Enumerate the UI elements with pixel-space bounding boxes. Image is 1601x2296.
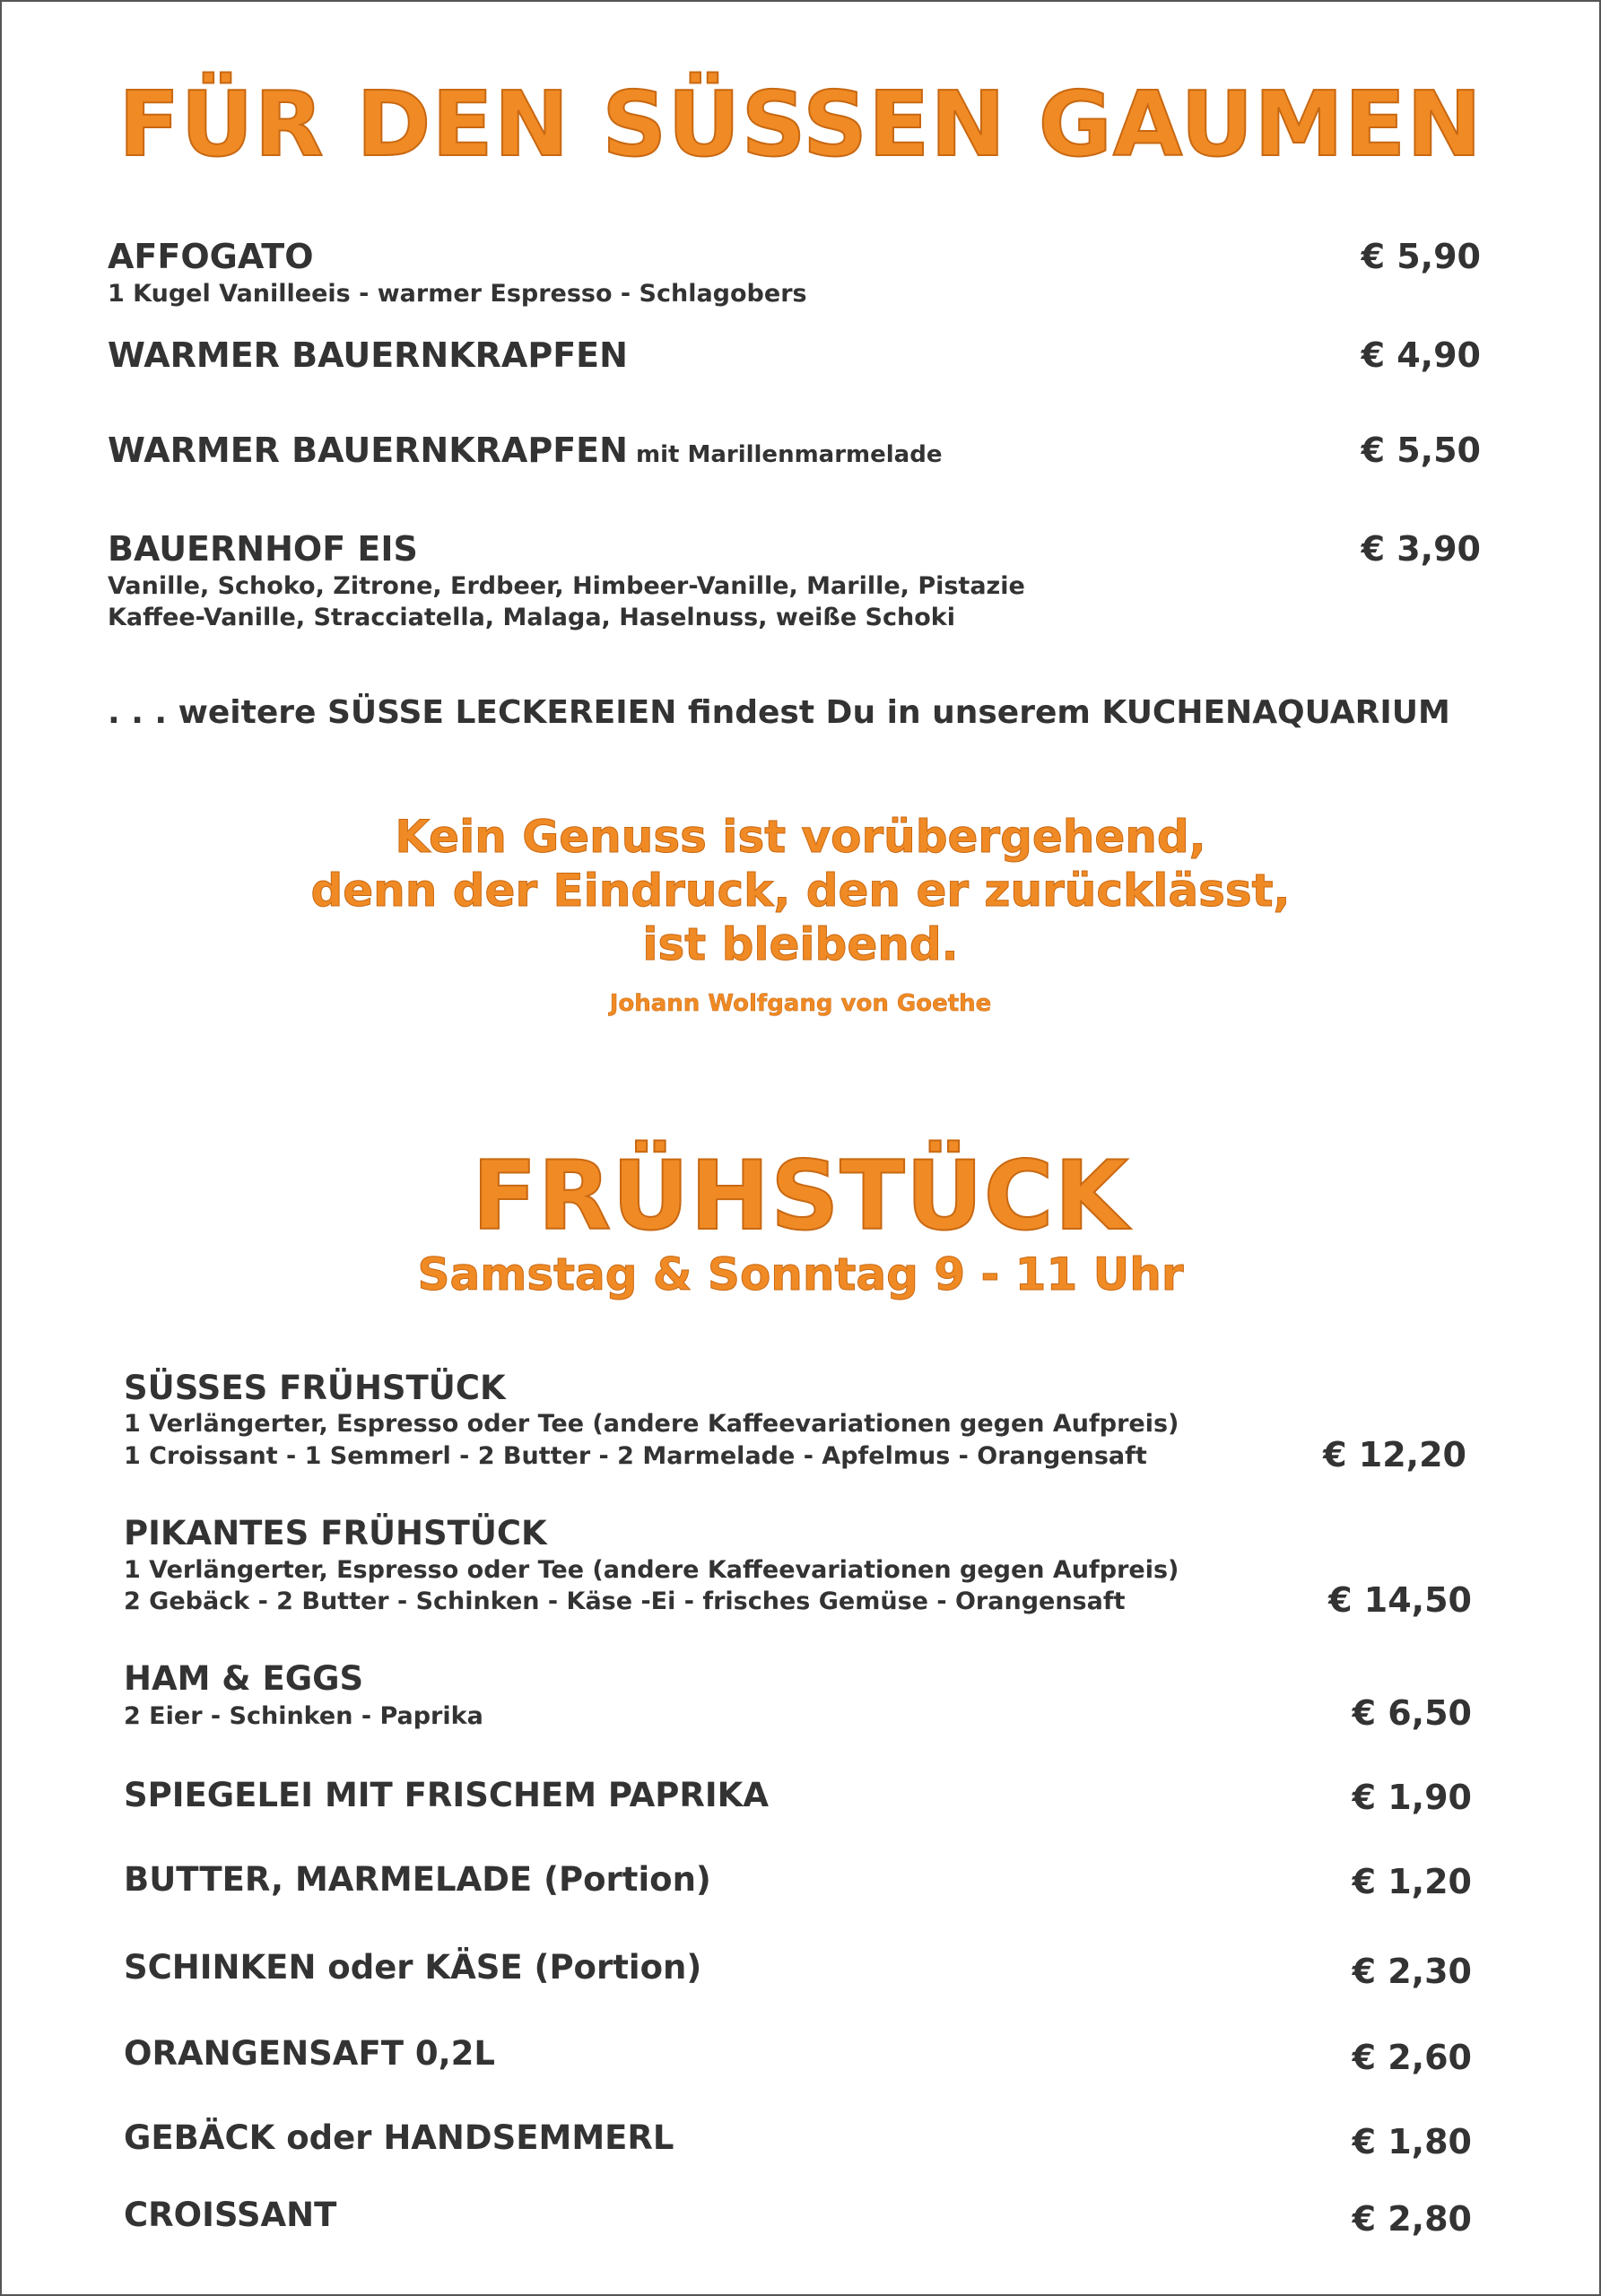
menu-item-name: SÜSSES FRÜHSTÜCK — [124, 1369, 506, 1407]
menu-item-description: Kaffee-Vanille, Stracciatella, Malaga, Haselnuss, weiße Schoki — [108, 604, 955, 631]
menu-item-name: GEBÄCK oder HANDSEMMERL — [124, 2118, 674, 2157]
menu-item-name: BAUERNHOF EIS — [108, 529, 418, 569]
menu-item-name: ORANGENSAFT 0,2L — [124, 2034, 495, 2073]
menu-item-price: € 2,60 — [1352, 2038, 1472, 2077]
menu-item-name: SCHINKEN oder KÄSE (Portion) — [124, 1948, 702, 1987]
sweet-section-title: FÜR DEN SÜSSEN GAUMEN — [118, 72, 1483, 177]
menu-item-name-main: WARMER BAUERNKRAPFEN — [108, 430, 628, 470]
menu-item-description: Vanille, Schoko, Zitrone, Erdbeer, Himbeer-Vanille, Marille, Pistazie — [108, 572, 1025, 600]
menu-item-price: € 12,20 — [1323, 1435, 1466, 1474]
menu-item-description: 1 Kugel Vanilleeis - warmer Espresso - Schlagobers — [108, 280, 807, 308]
menu-item-name: BUTTER, MARMELADE (Portion) — [124, 1860, 711, 1899]
quote-line: denn der Eindruck, den er zurücklässt, — [310, 865, 1291, 917]
menu-item-description: 1 Verlängerter, Espresso oder Tee (andere Kaffeevariationen gegen Aufpreis) — [124, 1410, 1179, 1438]
menu-item-name-suffix: mit Marillenmarmelade — [627, 441, 943, 468]
menu-item-description: 1 Verlängerter, Espresso oder Tee (andere Kaffeevariationen gegen Aufpreis) — [124, 1556, 1179, 1584]
menu-item-price: € 1,20 — [1352, 1862, 1472, 1901]
menu-item-price: € 1,90 — [1352, 1778, 1472, 1817]
quote-author: Johann Wolfgang von Goethe — [609, 990, 992, 1017]
menu-item-name: HAM & EGGS — [124, 1659, 364, 1698]
sweet-note: . . . weitere SÜSSE LECKEREIEN findest Du in unserem KUCHENAQUARIUM — [108, 694, 1450, 731]
breakfast-subtitle: Samstag & Sonntag 9 - 11 Uhr — [417, 1248, 1184, 1300]
menu-item-price: € 6,50 — [1352, 1693, 1472, 1733]
menu-item-price: € 1,80 — [1352, 2122, 1472, 2161]
menu-item-name: CROISSANT — [124, 2196, 337, 2234]
menu-item-price: € 5,50 — [1361, 430, 1481, 470]
menu-item-price: € 14,50 — [1328, 1580, 1472, 1620]
menu-item-name: SPIEGELEI MIT FRISCHEM PAPRIKA — [124, 1776, 769, 1814]
menu-item-name: PIKANTES FRÜHSTÜCK — [124, 1514, 547, 1552]
menu-item-price: € 3,90 — [1361, 529, 1481, 569]
quote-line: Kein Genuss ist vorübergehend, — [395, 811, 1206, 863]
menu-item-name: AFFOGATO — [108, 237, 314, 276]
quote-line: ist bleibend. — [642, 918, 959, 970]
menu-item-price: € 2,80 — [1352, 2199, 1472, 2239]
breakfast-section-title: FRÜHSTÜCK — [472, 1141, 1129, 1251]
menu-item-description: 2 Eier - Schinken - Paprika — [124, 1702, 483, 1730]
menu-item-price: € 2,30 — [1352, 1952, 1472, 1991]
menu-item-description: 2 Gebäck - 2 Butter - Schinken - Käse -Ei - frisches Gemüse - Orangensaft — [124, 1587, 1126, 1615]
menu-item-price: € 4,90 — [1361, 335, 1481, 375]
menu-item-name — [108, 430, 942, 470]
menu-item-description: 1 Croissant - 1 Semmerl - 2 Butter - 2 Marmelade - Apfelmus - Orangensaft — [124, 1442, 1147, 1470]
menu-item-name: WARMER BAUERNKRAPFEN — [108, 335, 628, 375]
menu-item-price: € 5,90 — [1361, 237, 1481, 276]
